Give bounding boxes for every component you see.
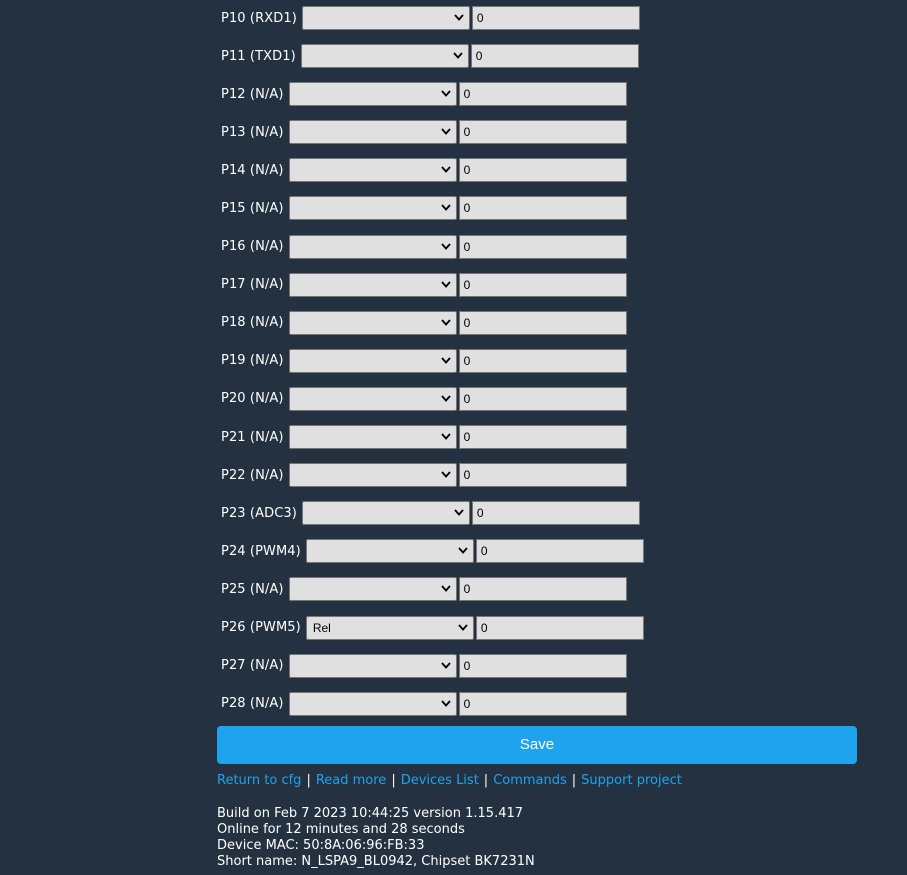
pin-channel-input[interactable]: 0	[472, 6, 640, 30]
pin-role-select[interactable]	[289, 463, 457, 487]
pin-config-list	[221, 6, 644, 730]
chevron-down-icon	[441, 426, 451, 448]
chevron-down-icon	[441, 464, 451, 486]
pin-role-select[interactable]	[289, 311, 457, 335]
pin-channel-input[interactable]: 0	[472, 501, 640, 525]
pin-channel-input[interactable]: 0	[459, 425, 627, 449]
pin-role-select[interactable]	[306, 616, 474, 640]
pin-channel-input[interactable]: 0	[459, 158, 627, 182]
pin-label: P27 (N/A)	[221, 658, 284, 674]
uptime-info: Online for 12 minutes and 28 seconds	[217, 822, 465, 837]
pin-label: P25 (N/A)	[221, 581, 284, 597]
pin-row	[221, 158, 644, 182]
pin-row	[221, 425, 644, 449]
pin-row	[221, 44, 644, 68]
pin-channel-input[interactable]: 0	[459, 273, 627, 297]
return-to-cfg-link[interactable]: Return to cfg	[217, 773, 302, 788]
pin-label: P13 (N/A)	[221, 124, 284, 140]
chevron-down-icon	[441, 655, 451, 677]
pin-channel-input[interactable]: 0	[476, 616, 644, 640]
pin-channel-input[interactable]: 0	[471, 44, 639, 68]
support-project-link[interactable]: Support project	[581, 773, 682, 788]
chevron-down-icon	[441, 388, 451, 410]
short-name: Short name: N_LSPA9_BL0942, Chipset BK7231N	[217, 854, 535, 869]
pin-channel-input[interactable]: 0	[459, 349, 627, 373]
pin-channel-input[interactable]: 0	[459, 82, 627, 106]
chevron-down-icon	[441, 274, 451, 296]
pin-role-select[interactable]	[289, 196, 457, 220]
save-button[interactable]: Save	[217, 726, 857, 764]
pin-label: P17 (N/A)	[221, 277, 284, 293]
pin-label: P15 (N/A)	[221, 200, 284, 216]
link-separator: |	[391, 773, 396, 788]
chevron-down-icon	[441, 159, 451, 181]
pin-channel-input[interactable]: 0	[459, 654, 627, 678]
pin-role-select[interactable]	[289, 82, 457, 106]
pin-role-select[interactable]	[289, 273, 457, 297]
pin-row	[221, 349, 644, 373]
pin-role-select[interactable]	[289, 577, 457, 601]
pin-channel-input[interactable]: 0	[459, 235, 627, 259]
commands-link[interactable]: Commands	[493, 773, 567, 788]
pin-channel-input[interactable]: 0	[459, 463, 627, 487]
chevron-down-icon	[441, 197, 451, 219]
pin-row	[221, 539, 644, 563]
chevron-down-icon	[441, 578, 451, 600]
pin-channel-input[interactable]: 0	[459, 387, 627, 411]
pin-label: P26 (PWM5)	[221, 620, 301, 635]
pin-role-select[interactable]	[302, 501, 470, 525]
pin-row	[221, 616, 644, 640]
pin-row	[221, 196, 644, 220]
build-info: Build on Feb 7 2023 10:44:25 version 1.15.417	[217, 806, 524, 821]
pin-label: P21 (N/A)	[221, 429, 284, 445]
pin-label: P10 (RXD1)	[221, 10, 297, 26]
pin-role-select[interactable]	[289, 349, 457, 373]
pin-row	[221, 82, 644, 106]
pin-role-select[interactable]	[289, 425, 457, 449]
chevron-down-icon	[458, 540, 468, 562]
pin-row	[221, 692, 644, 716]
pin-label: P20 (N/A)	[221, 391, 284, 407]
pin-role-select[interactable]	[289, 654, 457, 678]
pin-row	[221, 501, 644, 525]
chevron-down-icon	[441, 236, 451, 258]
chevron-down-icon	[453, 45, 463, 67]
pin-label: P12 (N/A)	[221, 86, 284, 102]
pin-channel-input[interactable]: 0	[459, 196, 627, 220]
pin-role-select[interactable]	[302, 6, 470, 30]
pin-role-select[interactable]	[289, 120, 457, 144]
pin-role-select[interactable]	[289, 387, 457, 411]
pin-label: P19 (N/A)	[221, 353, 284, 369]
device-mac: Device MAC: 50:8A:06:96:FB:33	[217, 838, 425, 853]
pin-label: P18 (N/A)	[221, 315, 284, 331]
device-info	[217, 806, 535, 870]
pin-channel-input[interactable]: 0	[459, 577, 627, 601]
link-separator: |	[571, 773, 577, 788]
pin-role-select[interactable]	[289, 235, 457, 259]
chevron-down-icon	[454, 7, 464, 29]
pin-label: P23 (ADC3)	[221, 505, 297, 521]
pin-row	[221, 6, 644, 30]
pin-row	[221, 311, 644, 335]
read-more-link[interactable]: Read more	[315, 773, 387, 788]
pin-role-select[interactable]	[301, 44, 469, 68]
pin-label: P24 (PWM4)	[221, 543, 301, 559]
pin-row	[221, 387, 644, 411]
link-separator: |	[483, 773, 489, 788]
pin-role-select[interactable]	[289, 692, 457, 716]
pin-role-select[interactable]	[306, 539, 474, 563]
pin-channel-input[interactable]: 0	[459, 692, 627, 716]
link-separator: |	[306, 773, 311, 788]
footer-links	[217, 773, 682, 788]
devices-list-link[interactable]: Devices List	[400, 773, 479, 788]
pin-label: P16 (N/A)	[221, 239, 284, 255]
chevron-down-icon	[441, 350, 451, 372]
pin-row	[221, 463, 644, 487]
chevron-down-icon	[441, 83, 451, 105]
pin-label: P14 (N/A)	[221, 162, 284, 178]
pin-label: P22 (N/A)	[221, 467, 284, 483]
pin-channel-input[interactable]: 0	[459, 311, 627, 335]
pin-row	[221, 273, 644, 297]
pin-label: P28 (N/A)	[221, 696, 284, 712]
chevron-down-icon	[458, 617, 468, 639]
pin-row	[221, 577, 644, 601]
chevron-down-icon	[441, 312, 451, 334]
pin-row	[221, 654, 644, 678]
chevron-down-icon	[441, 121, 451, 143]
chevron-down-icon	[454, 502, 464, 524]
chevron-down-icon	[441, 693, 451, 715]
pin-label: P11 (TXD1)	[221, 48, 296, 64]
pin-channel-input[interactable]: 0	[476, 539, 644, 563]
pin-row	[221, 235, 644, 259]
pin-row	[221, 120, 644, 144]
pin-role-select[interactable]	[289, 158, 457, 182]
pin-channel-input[interactable]: 0	[459, 120, 627, 144]
pin-role-value: Rel	[312, 620, 331, 635]
